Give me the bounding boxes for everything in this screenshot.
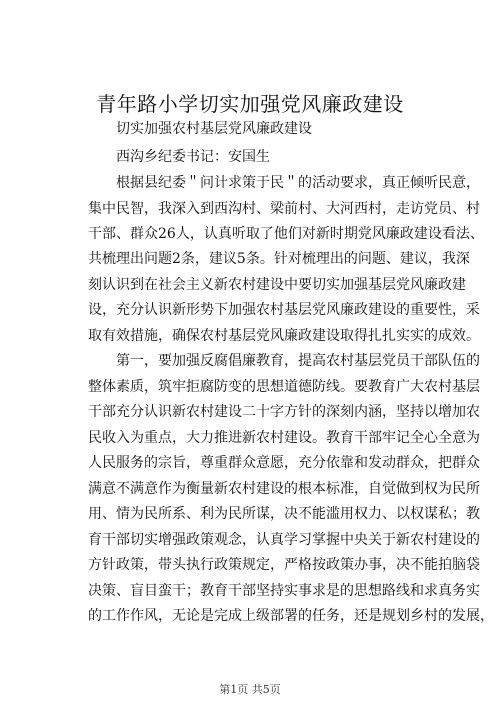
- paragraph-line: 干部充分认识新农村建设二十字方针的深刻内涵，坚持以增加农: [88, 404, 480, 420]
- page-footer: 第1页 共5页: [219, 683, 281, 696]
- document-title: 青年路小学切实加强党风廉政建设: [96, 92, 404, 116]
- paragraph-line: 方针政策，带头执行政策规定，严格按政策办事，决不能拍脑袋: [88, 557, 480, 573]
- paragraph-line: 设，充分认识新形势下加强农村基层党风廉政建设的重要性，采: [88, 302, 480, 318]
- paragraph-line: 民收入为重点，大力推进新农村建设。教育干部牢记全心全意为: [88, 430, 480, 446]
- author-line: 西沟乡纪委书记：安国生: [116, 149, 270, 165]
- paragraph-line: 集中民智，我深入到西沟村、梁前村、大河西村，走访党员、村: [88, 201, 480, 217]
- paragraph-line: 共梳理出问题2条，建议5条。针对梳理出的问题、建议，我深: [88, 251, 470, 267]
- paragraph-line: 第一，要加强反腐倡廉教育，提高农村基层党员干部队伍的: [116, 353, 480, 369]
- paragraph-line: 根据县纪委＂问计求策于民＂的活动要求，真正倾听民意，: [116, 175, 480, 191]
- paragraph-line: 的工作作风，无论是完成上级部署的任务，还是规划乡村的发展，: [88, 608, 494, 624]
- paragraph-line: 整体素质，筑牢拒腐防变的思想道德防线。要教育广大农村基层: [88, 379, 480, 395]
- paragraph-line: 用、情为民所系、利为民所谋，决不能滥用权力、以权谋私；教: [88, 506, 480, 522]
- paragraph-line: 育干部切实增强政策观念，认真学习掌握中央关于新农村建设的: [88, 532, 480, 548]
- paragraph-line: 满意不满意作为衡量新农村建设的根本标准，自觉做到权为民所: [88, 481, 480, 497]
- paragraph-line: 刻认识到在社会主义新农村建设中要切实加强基层党风廉政建: [88, 277, 466, 293]
- paragraph-line: 人民服务的宗旨，尊重群众意愿，充分依靠和发动群众，把群众: [88, 455, 480, 471]
- paragraph-line: 取有效措施，确保农村基层党风廉政建设取得扎扎实实的成效。: [88, 328, 480, 344]
- paragraph-line: 干部、群众26人，认真听取了他们对新时期党风廉政建设看法、: [88, 226, 484, 242]
- paragraph-line: 决策、盲目蛮干；教育干部坚持实事求是的思想路线和求真务实: [88, 583, 480, 599]
- subtitle: 切实加强农村基层党风廉政建设: [116, 121, 312, 137]
